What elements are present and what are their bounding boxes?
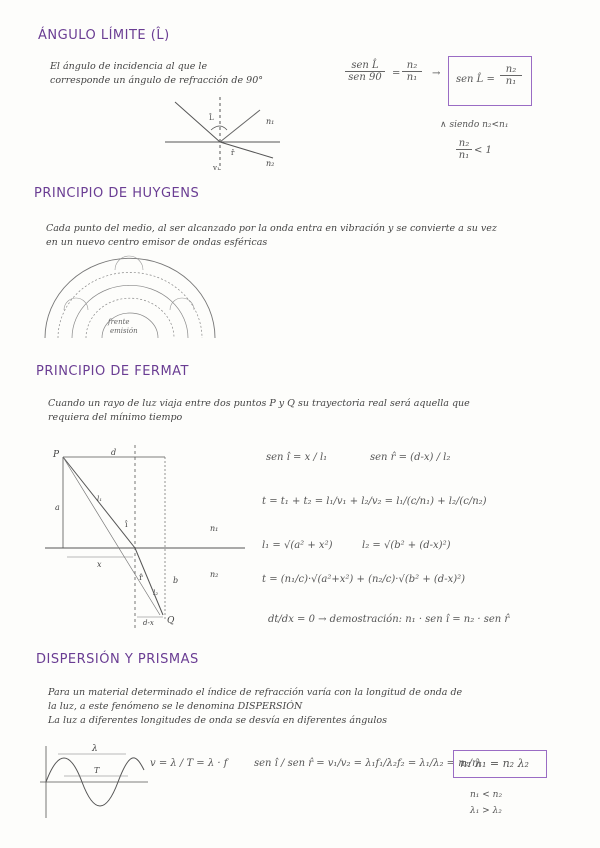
limit-eq-sign: = xyxy=(392,68,401,79)
fermat-eq-1b: sen r̂ = (d-x) / l₂ xyxy=(370,452,451,463)
dispersion-note-1: n₁ < n₂ xyxy=(470,790,503,800)
limit-box-num: n₂ xyxy=(500,64,522,76)
limit-text-1: El ángulo de incidencia al que le xyxy=(50,61,208,72)
dispersion-eq-1: v = λ / T = λ · f xyxy=(150,758,228,769)
limit-cond-rest: < 1 xyxy=(474,145,492,156)
fermat-label-n1: n₁ xyxy=(210,524,219,533)
fermat-label-b: b xyxy=(173,576,179,585)
fermat-label-l2: l₂ xyxy=(153,589,159,597)
limit-label-v: v₁ xyxy=(213,164,220,172)
limit-box-den: n₁ xyxy=(505,76,517,87)
fermat-label-P: P xyxy=(53,450,60,460)
limit-frac-1 xyxy=(345,60,385,83)
huygens-text-1: Cada punto del medio, al ser alcanzado por la onda entra en vibración y se convierte a su vez xyxy=(46,223,497,234)
limit-cond-den: n₁ xyxy=(458,150,470,161)
fermat-diagram xyxy=(45,445,245,630)
fermat-text-1: Cuando un rayo de luz viaja entre dos puntos P y Q su trayectoria real será aquella que xyxy=(48,398,470,409)
dispersion-text-3: La luz a diferentes longitudes de onda se desvía en diferentes ángulos xyxy=(48,715,388,726)
limit-cond-frac xyxy=(456,138,472,161)
dispersion-box-text: n₁ λ₁ = n₂ λ₂ xyxy=(460,757,529,770)
huygens-text-2: en un nuevo centro emisor de ondas esféricas xyxy=(46,237,268,248)
huygens-label-2: emisión xyxy=(110,327,138,335)
fermat-label-dx: d-x xyxy=(143,619,154,627)
huygens-wave-diagram xyxy=(40,250,220,345)
limit-angle-diagram xyxy=(165,92,285,172)
limit-frac-2-den: n₁ xyxy=(406,72,418,83)
limit-text-2: corresponde un ángulo de refracción de 90° xyxy=(50,75,263,86)
limit-condition: ∧ siendo n₂<n₁ xyxy=(440,120,509,130)
fermat-label-x: x xyxy=(97,560,102,569)
section-title-limit: ÁNGULO LÍMITE (L̂) xyxy=(38,28,170,43)
limit-arrow: → xyxy=(432,68,441,79)
section-title-fermat: PRINCIPIO DE FERMAT xyxy=(36,364,190,379)
fermat-label-r: r̂ xyxy=(139,573,143,582)
fermat-eq-3b: l₂ = √(b² + (d-x)²) xyxy=(362,540,451,551)
huygens-label-1: frente xyxy=(108,318,130,326)
fermat-text-2: requiera del mínimo tiempo xyxy=(48,412,183,423)
fermat-eq-5: dt/dx = 0 → demostración: n₁ · sen î = n₂ · sen r̂ xyxy=(268,614,510,625)
limit-box-frac xyxy=(500,64,522,87)
limit-frac-2-num: n₂ xyxy=(402,60,422,72)
dispersion-wave-lambda: λ xyxy=(92,744,98,754)
limit-box-left: sen L̂ = xyxy=(456,74,495,85)
limit-label-r: r̂ xyxy=(231,149,235,157)
limit-frac-1-num: sen L̂ xyxy=(345,60,385,72)
fermat-label-l1: l₁ xyxy=(97,495,103,503)
fermat-label-d: d xyxy=(111,448,117,457)
section-title-dispersion: DISPERSIÓN Y PRISMAS xyxy=(36,652,199,667)
limit-label-l: L̂ xyxy=(209,114,214,122)
fermat-label-i: î xyxy=(125,520,128,529)
limit-frac-1-den: sen 90 xyxy=(348,72,382,83)
fermat-label-n2: n₂ xyxy=(210,570,219,579)
fermat-label-Q: Q xyxy=(167,616,175,626)
fermat-eq-4: t = (n₁/c)·√(a²+x²) + (n₂/c)·√(b² + (d-x)²) xyxy=(262,574,466,585)
dispersion-wave-T: T xyxy=(94,766,100,775)
dispersion-wave-diagram xyxy=(40,740,150,820)
limit-frac-2 xyxy=(402,60,422,83)
limit-label-n1: n₁ xyxy=(266,117,275,126)
limit-cond-num: n₂ xyxy=(456,138,472,150)
dispersion-text-1: Para un material determinado el índice de refracción varía con la longitud de onda de xyxy=(48,687,463,698)
dispersion-note-2: λ₁ > λ₂ xyxy=(470,806,502,816)
section-title-huygens: PRINCIPIO DE HUYGENS xyxy=(34,186,200,201)
fermat-label-a: a xyxy=(55,503,60,512)
dispersion-text-2: la luz, a este fenómeno se le denomina DISPERSIÓN xyxy=(48,701,303,712)
fermat-eq-2: t = t₁ + t₂ = l₁/v₁ + l₂/v₂ = l₁/(c/n₁) + l₂/(c/n₂) xyxy=(262,496,487,507)
dispersion-eq-2: sen î / sen r̂ = v₁/v₂ = λ₁f₁/λ₂f₂ = λ₁/λ₂ = n₂/n₁ xyxy=(254,758,483,769)
fermat-eq-3: l₁ = √(a² + x²) xyxy=(262,540,333,551)
fermat-eq-1: sen î = x / l₁ xyxy=(266,452,328,463)
limit-label-n2: n₂ xyxy=(266,159,275,168)
